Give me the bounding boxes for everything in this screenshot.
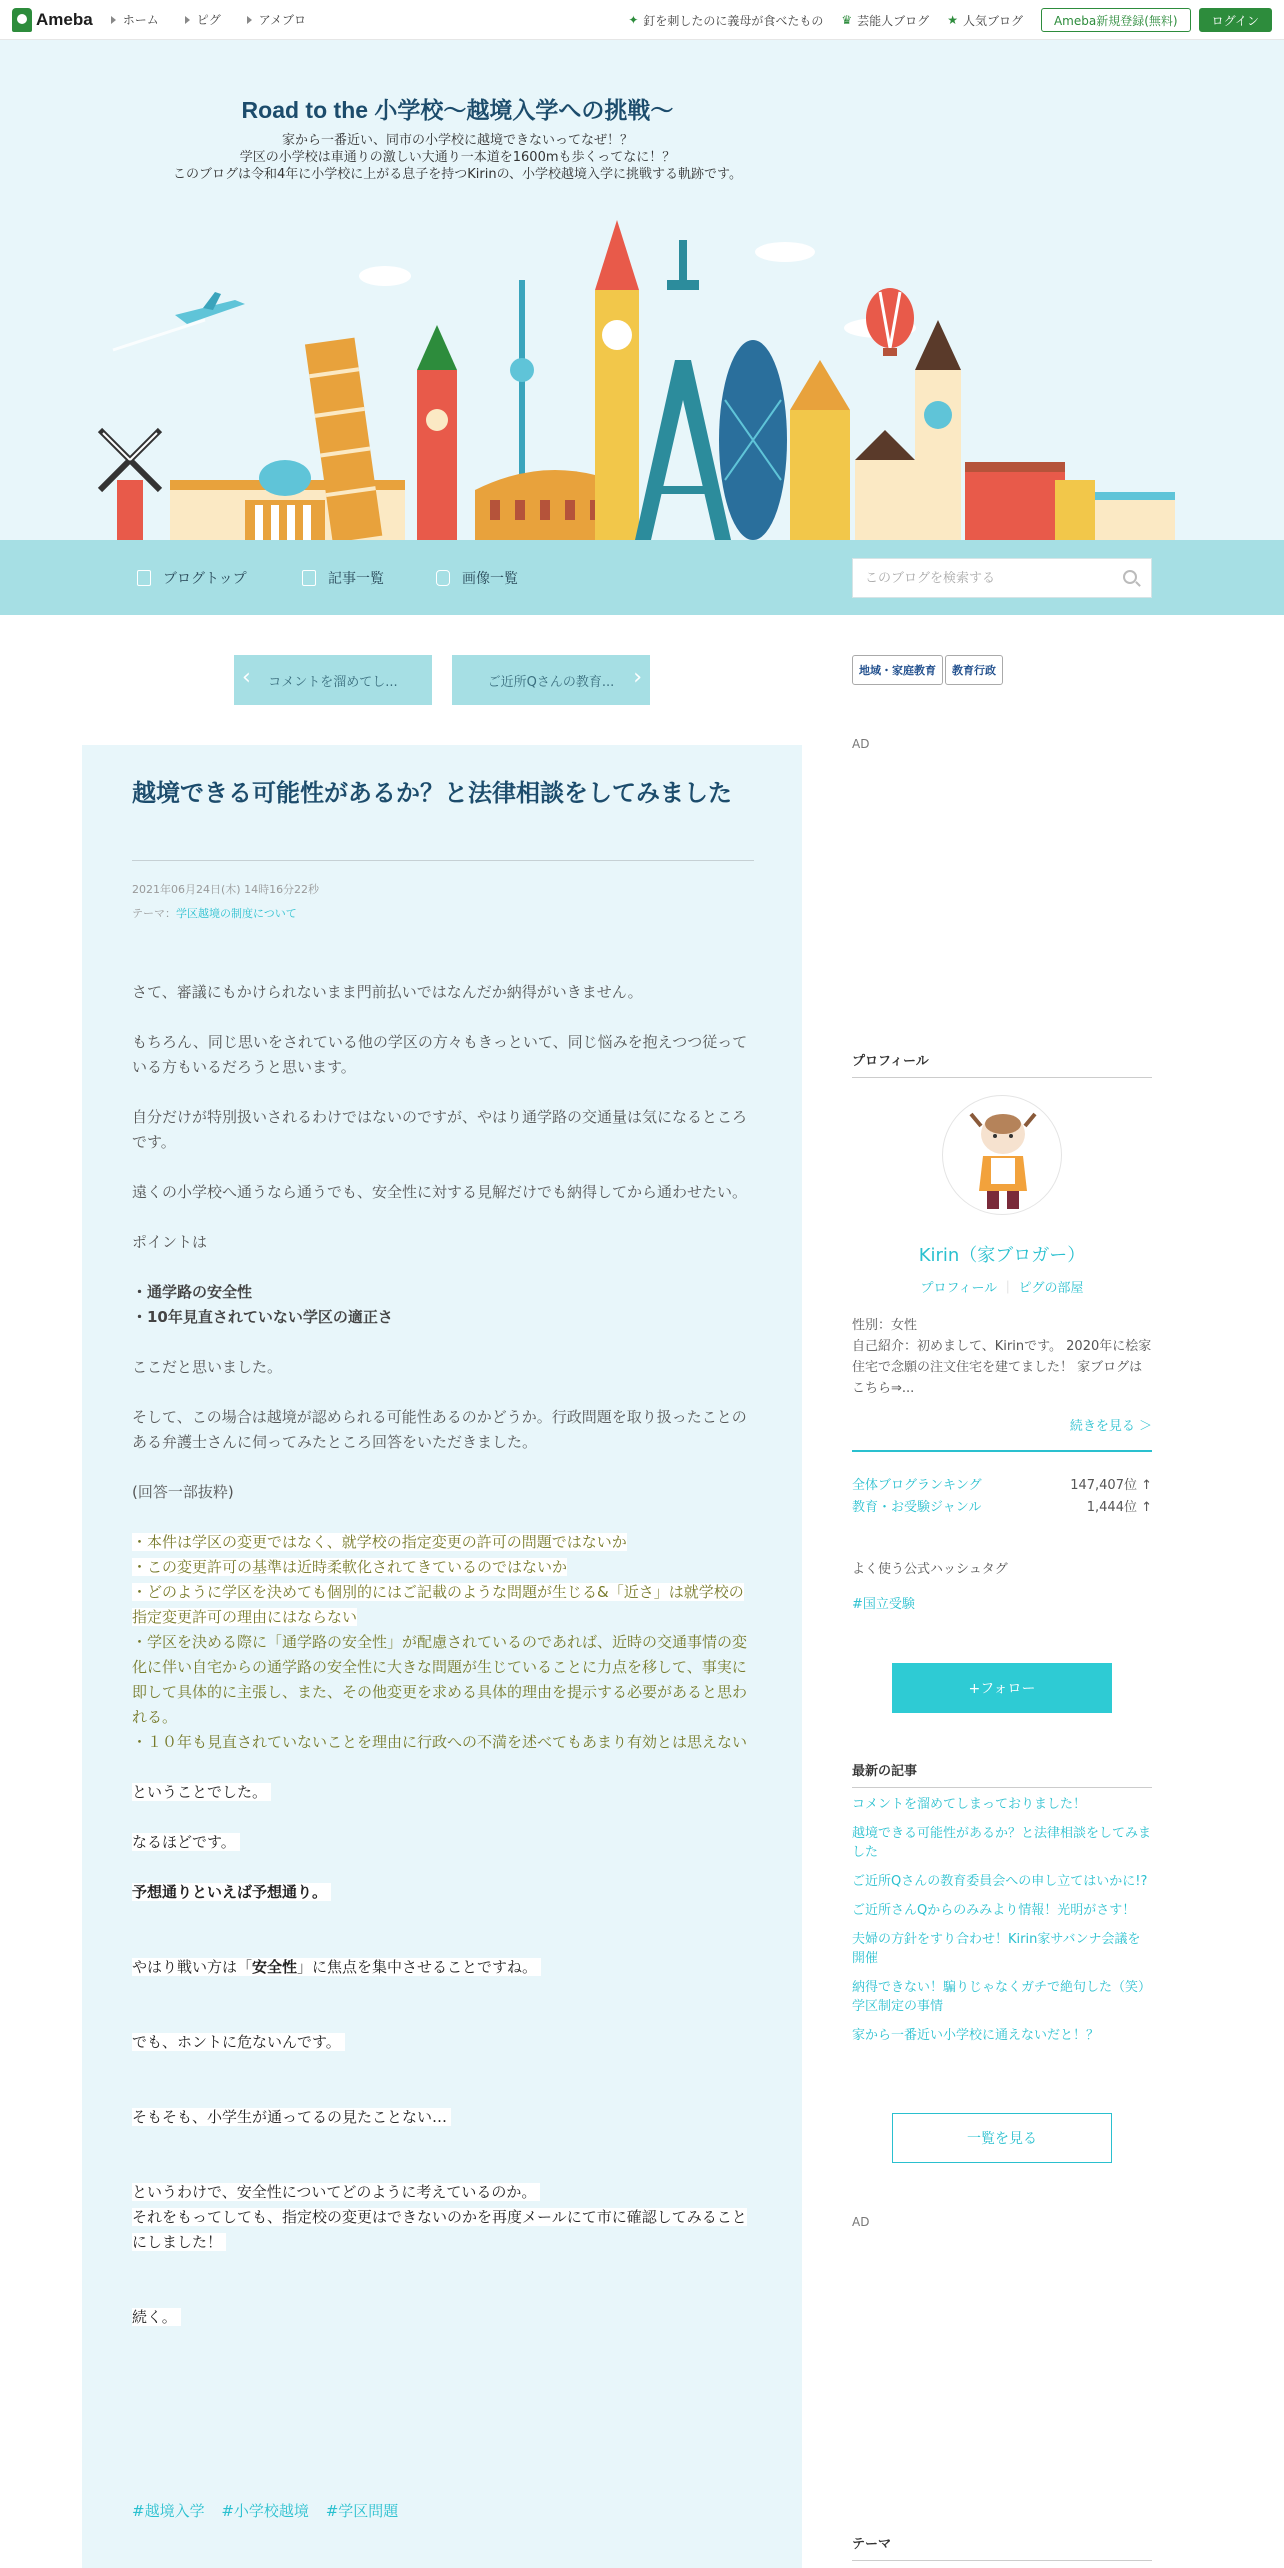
quote-line: ・どのように学区を決めても個別的にはご記載のような問題が生じる&「近さ」は就学校の指定変更許可の理由にはならない: [132, 1583, 744, 1626]
theme-link[interactable]: 学区越境の制度について: [176, 907, 297, 920]
quote-line: ・この変更許可の基準は近時柔軟化されてきているのではないか: [132, 1558, 568, 1576]
paragraph: それをもってしても、指定校の変更はできないのかを再度メールにて市に確認してみることにしました！: [132, 2208, 747, 2251]
ad-label: AD: [852, 2215, 870, 2229]
top-right: [628, 8, 1272, 32]
ranking-label[interactable]: 全体ブログランキング: [852, 1478, 982, 1493]
article-title[interactable]: 越境できる可能性があるか？と法律相談をしてみました: [132, 780, 732, 807]
logo-text: Ameba: [36, 9, 93, 29]
recent-article-link[interactable]: 夫婦の方針をすり合わせ！Kirin家サバンナ会議を開催: [852, 1932, 1141, 1966]
quote-line: ・学区を決める際に「通学路の安全性」が配慮されているのであれば、近時の交通事情の変化に伴い自宅からの通学路の安全性に大きな問題が生じていることに力点を移して、事実に即して具体的に主張し、また、その他変更を求める具体的理由を提示する必要があると思われる。: [132, 1633, 748, 1726]
point-item: ・10年見直されていない学区の適正さ: [132, 1308, 393, 1326]
chevron-right-icon: ›: [633, 665, 642, 690]
profile-text: [852, 1315, 1152, 1399]
ranking-row: [852, 1475, 1152, 1497]
recent-article-link[interactable]: 越境できる可能性があるか？と法律相談をしてみました: [852, 1826, 1152, 1860]
title-divider: [132, 860, 754, 861]
register-button[interactable]: Ameba新規登録(無料): [1041, 8, 1191, 32]
ranking-divider: [852, 1450, 1152, 1452]
camera-icon: [436, 570, 450, 586]
ranking-box: [852, 1475, 1152, 1519]
article-theme: [132, 905, 297, 921]
ad-label: AD: [852, 737, 870, 751]
separator: ｜: [1001, 1281, 1015, 1296]
blog-desc-line: 学区の小学校は車通りの激しい大通り一本道を1600mも歩くってなに！？: [239, 150, 676, 165]
paragraph: ポイントは: [132, 1233, 208, 1251]
chevron-left-icon: ‹: [242, 665, 251, 690]
prev-article-label: コメントを溜めてし...: [268, 674, 398, 690]
profile-intro: 自己紹介：初めまして、Kirinです。 2020年に桧家住宅で念願の注文住宅を建てました！ 家ブログはこちら⇒...: [852, 1339, 1152, 1396]
top-nav: [111, 11, 332, 28]
paragraph: そして、この場合は越境が認められる可能性あるのかどうか。行政問題を取り扱ったことのある弁護士さんに伺ってみたところ回答をいただきました。: [132, 1408, 747, 1451]
top-bar: [0, 0, 1284, 40]
hashtag-link[interactable]: #学区問題: [325, 2502, 399, 2520]
read-more-link[interactable]: 続きを見る ＞: [1069, 1419, 1152, 1434]
paragraph: もちろん、同じ思いをされている他の学区の方々もきっといて、同じ悩みを抱えつつ従っている方もいるだろうと思います。: [132, 1033, 748, 1076]
theme-section-title: テーマ: [852, 2533, 1152, 2561]
nav-ameblo[interactable]: [247, 11, 306, 28]
paragraph: ここだと思いました。: [132, 1358, 283, 1376]
paragraph: 予想通りといえば予想通り。: [132, 1883, 331, 1901]
text-run: やはり戦い方は「: [132, 1958, 253, 1976]
genre-badge[interactable]: 教育行政: [945, 655, 1003, 685]
avatar-illustration: [943, 1096, 1062, 1215]
official-hashtag[interactable]: #国立受験: [852, 1597, 915, 1612]
hashtag-section-title: よく使う公式ハッシュタグ: [852, 1562, 1008, 1577]
ranking-row: [852, 1497, 1152, 1519]
paragraph: (回答一部抜粋): [132, 1483, 234, 1501]
celebrity-blog-label: 芸能人ブログ: [857, 13, 930, 28]
hashtag-link[interactable]: #越境入学: [132, 2502, 205, 2520]
star-icon: ★: [947, 13, 958, 27]
pigg-room-link[interactable]: ピグの部屋: [1018, 1281, 1084, 1296]
nav-article-list-label: 記事一覧: [328, 571, 384, 587]
profile-name[interactable]: Kirin（家ブロガー）: [918, 1245, 1086, 1266]
nav-pigg-label: ピグ: [196, 13, 221, 27]
paragraph: [132, 1958, 541, 1976]
ranking-value: 1,444位 ↑: [1086, 1500, 1152, 1515]
nav-ameblo-label: アメブロ: [258, 13, 306, 27]
blog-nav-bar: [0, 540, 1284, 615]
article-date: 2021年06月24日(木) 14時16分22秒: [132, 883, 320, 896]
avatar[interactable]: [942, 1095, 1062, 1215]
theme-label: テーマ：: [132, 907, 176, 920]
recent-article-link[interactable]: コメントを溜めてしまっておりました！: [852, 1797, 1087, 1812]
blog-desc-line: このブログは令和4年に小学校に上がる息子を持つKirinの、小学校越境入学に挑戦する軌跡です。: [172, 167, 743, 182]
hashtag-list: [132, 2500, 410, 2521]
points-list: [132, 1280, 754, 1330]
paragraph: そもそも、小学生が通ってるの見たことない…: [132, 2108, 451, 2126]
recent-article-link[interactable]: ご近所さんQからのみみより情報！光明がさす！: [852, 1903, 1136, 1918]
blog-desc-line: 家から一番近い、同市の小学校に越境できないってなぜ！？: [281, 133, 633, 148]
ranking-value: 147,407位 ↑: [1070, 1478, 1152, 1493]
next-article-label: ご近所Qさんの教育...: [487, 674, 615, 690]
world-landmarks-illustration: [95, 220, 1195, 540]
follow-wrap: [852, 1663, 1152, 1713]
next-article-button[interactable]: [452, 655, 650, 705]
nav-image-list-label: 画像一覧: [462, 571, 518, 587]
point-item: ・通学路の安全性: [132, 1283, 253, 1301]
paragraph: さて、審議にもかけられないまま門前払いではなんだか納得がいきません。: [132, 983, 643, 1001]
blog-title[interactable]: Road to the 小学校〜越境入学への挑戦〜: [241, 97, 674, 123]
profile-links: [852, 1277, 1152, 1296]
popular-blog-label: 人気ブログ: [962, 13, 1023, 28]
ameba-logo-icon: [12, 8, 32, 32]
trend-link-label: 釘を刺したのに義母が食べたもの: [643, 13, 824, 28]
paragraph: ということでした。: [132, 1783, 271, 1801]
nav-blog-top[interactable]: [137, 568, 247, 588]
paragraph: 自分だけが特別扱いされるわけではないのですが、やはり通学路の交通量は気になるところです。: [132, 1108, 748, 1151]
recent-article-link[interactable]: 家から一番近い小学校に通えないだと！？: [852, 2028, 1100, 2043]
triangle-icon: [185, 16, 190, 24]
star-burst-icon: ✦: [628, 13, 639, 27]
emphasis-text: 安全性: [252, 1958, 298, 1976]
nav-home[interactable]: [111, 11, 159, 28]
recent-article-link[interactable]: ご近所Qさんの教育委員会への申し立てはいかに!?: [852, 1874, 1148, 1889]
article-body: [132, 980, 754, 2355]
paragraph: なるほどです。: [132, 1833, 240, 1851]
nav-home-label: ホーム: [122, 13, 159, 27]
list-button-wrap: [852, 2113, 1152, 2163]
blog-header: [0, 40, 1284, 540]
blog-search-input[interactable]: [853, 571, 1103, 586]
ranking-label[interactable]: 教育・お受験ジャンル: [852, 1500, 982, 1515]
paragraph: 続く。: [132, 2308, 181, 2326]
profile-link[interactable]: プロフィール: [920, 1281, 998, 1296]
genre-badges: [852, 655, 1152, 685]
blog-description: [0, 132, 915, 183]
paragraph: というわけで、安全性についてどのように考えているのか。: [132, 2183, 540, 2201]
ameba-logo[interactable]: [12, 8, 93, 32]
paragraph: でも、ホントに危ないんです。: [132, 2033, 345, 2051]
trend-link[interactable]: [628, 12, 823, 29]
nav-pigg[interactable]: [185, 11, 221, 28]
genre-badge[interactable]: 地域・家庭教育: [852, 655, 943, 685]
nav-blog-top-label: ブログトップ: [163, 571, 247, 587]
profile-gender: 性別：女性: [852, 1318, 918, 1333]
article: [82, 745, 802, 2568]
paragraph: 遠くの小学校へ通うなら通うでも、安全性に対する見解だけでも納得してから通わせたい。: [132, 1183, 748, 1201]
crown-icon: ♛: [841, 13, 853, 27]
login-button[interactable]: ログイン: [1199, 8, 1272, 32]
nav-image-list[interactable]: [436, 568, 518, 588]
view-list-button[interactable]: 一覧を見る: [892, 2113, 1112, 2163]
follow-button[interactable]: +フォロー: [892, 1663, 1112, 1713]
quote-line: ・１０年も見直されていないことを理由に行政への不満を述べてもあまり有効とは思えない: [132, 1733, 748, 1751]
triangle-icon: [111, 16, 116, 24]
quote-line: ・本件は学区の変更ではなく、就学校の指定変更の許可の問題ではないか: [132, 1533, 627, 1551]
profile-avatar-wrap: [852, 1095, 1152, 1215]
prev-article-button[interactable]: [234, 655, 432, 705]
hashtag-link[interactable]: #小学校越境: [221, 2502, 309, 2520]
recent-articles-list: [852, 1795, 1152, 2055]
list-icon: [302, 570, 316, 586]
text-run: 」に焦点を集中させることですね。: [297, 1958, 538, 1976]
search-icon[interactable]: [1123, 570, 1137, 584]
recent-articles-title: 最新の記事: [852, 1760, 1152, 1788]
nav-article-list[interactable]: [302, 568, 384, 588]
profile-title: プロフィール: [852, 1050, 1152, 1078]
recent-article-link[interactable]: 納得できない！騙りじゃなくガチで絶句した（笑）学区制定の事情: [852, 1980, 1152, 2014]
triangle-icon: [247, 16, 252, 24]
document-icon: [137, 570, 151, 586]
celebrity-blog-link[interactable]: [841, 12, 929, 29]
blog-search: [852, 558, 1152, 598]
popular-blog-link[interactable]: [947, 12, 1023, 29]
lawyer-answer-quote: [132, 1530, 754, 1755]
